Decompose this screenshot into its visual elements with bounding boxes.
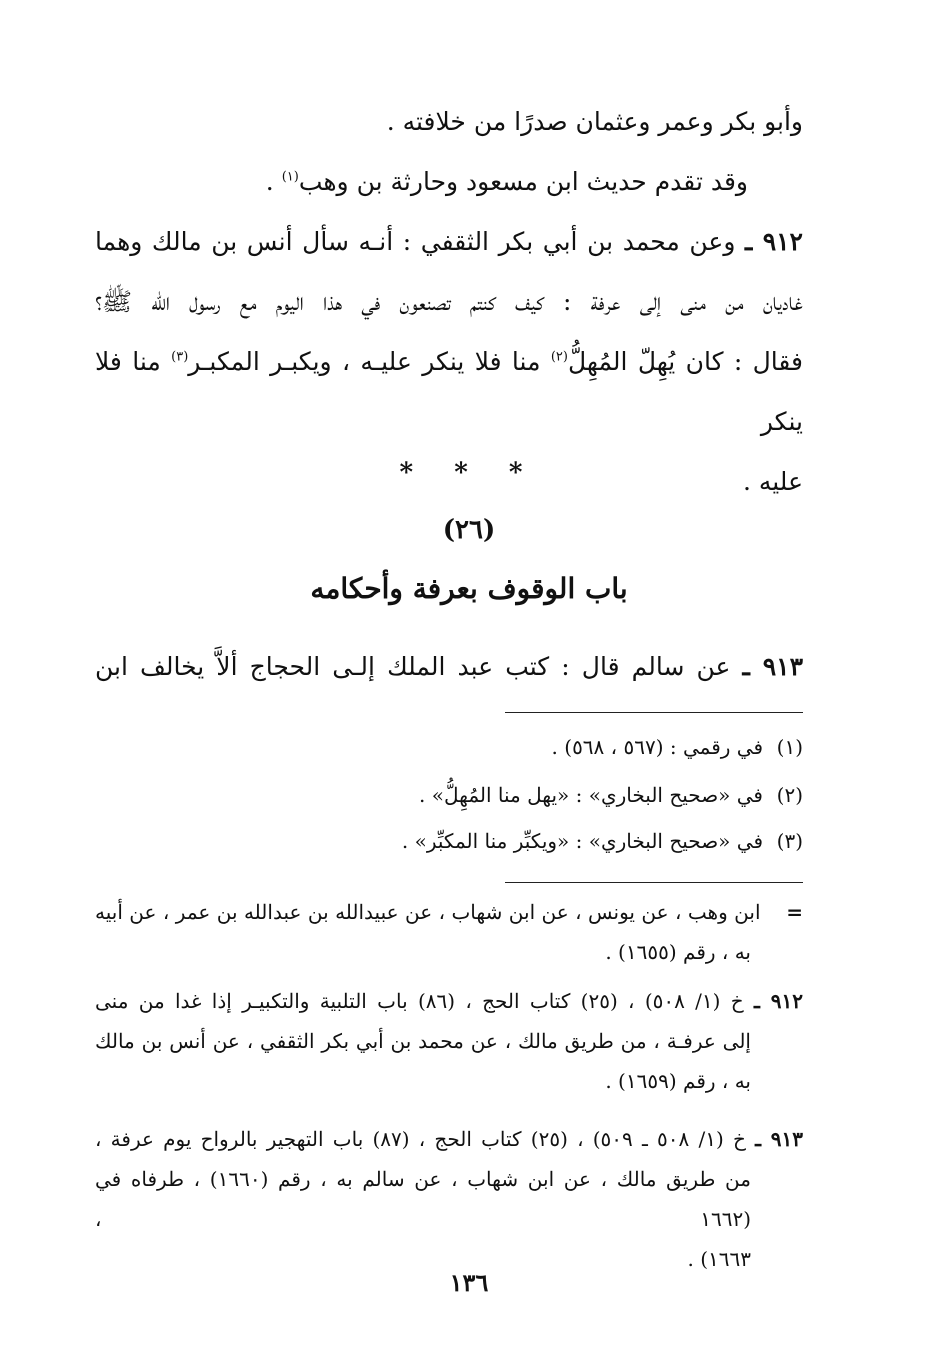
hadith-912-line-2: [95, 272, 803, 332]
note-number: ٩١٣ ـ: [755, 1127, 803, 1151]
para2-text: وقد تقدم حديث ابن مسعود وحارثة بن وهب: [298, 167, 748, 196]
notes-divider: [505, 882, 803, 883]
note-text: خ (١/ ٥٠٨ ـ ٥٠٩) ، (٢٥) كتاب الحج ، (٨٧) باب التهجير بالرواح يوم عرفة ،: [95, 1127, 756, 1151]
footnote-number: (١): [776, 735, 803, 759]
footnote-ref-1: (١): [281, 169, 299, 185]
footnote-1: [95, 732, 803, 762]
takhrij-913: [95, 1119, 803, 1279]
footnote-2: [95, 780, 803, 810]
chapter-number: (٢٦): [442, 515, 496, 545]
footnote-text: في رقمي : (٥٦٧ ، ٥٦٨) .: [551, 735, 763, 759]
hadith-number: ٩١٢ ـ: [745, 227, 803, 256]
hadith-912-text-4: عليه .: [742, 467, 803, 496]
note-line: [95, 1061, 803, 1101]
note-text: ابن وهب ، عن يونس ، عن ابن شهاب ، عن عبيدالله بن عبدالله بن عمر ، عن أبيه: [95, 900, 761, 924]
body-paragraph-2: [95, 152, 748, 212]
note-line: [95, 1159, 803, 1239]
note-text: به ، رقم (١٦٥٥) .: [605, 940, 751, 964]
note-line: [95, 981, 803, 1021]
note-number: ٩١٢ ـ: [753, 989, 803, 1013]
footnote-3: [95, 826, 803, 856]
footnote-divider: [505, 712, 803, 713]
hadith-912-text-3a: فقال : كان يُهِلّ المُهِلُّ: [567, 347, 803, 376]
footnote-number: (٢): [776, 783, 803, 807]
section-separator: * * *: [399, 458, 539, 488]
hadith-912-line-3: [95, 332, 803, 452]
hadith-912-text-3b: منا فلا ينكر عليـه ، ويكبـر المكبـر: [188, 347, 551, 376]
footnote-ref-2: (٢): [550, 349, 568, 365]
body-paragraph-1: [95, 92, 803, 152]
continuation-mark: =: [786, 900, 803, 924]
footnote-text: في «صحيح البخاري» : «ويكبِّر منا المكبِّر» .: [401, 829, 763, 853]
note-text: ١٦٦٣) .: [687, 1247, 751, 1271]
hadith-913-text: عن سالم قال : كتب عبد الملك إلـى الحجاج ألاَّ يخالف ابن: [95, 652, 743, 681]
takhrij-continuation: [95, 892, 803, 972]
hadith-912-line-1: [95, 212, 803, 272]
note-line: [95, 1119, 803, 1159]
hadith-912-text-1: وعن محمد بن أبي بكر الثقفي : أنـه سأل أنس بن مالك وهما: [95, 227, 746, 256]
page-number: ١٣٦: [449, 1268, 489, 1297]
hadith-912-text-2: غاديان من منى إلى عرفة : كيف كنتم تصنعون في هذا اليوم مع رسول الله ﷺ؟: [95, 287, 803, 316]
para1-text: وأبو بكر وعمر وعثمان صدرًا من خلافته .: [386, 107, 803, 136]
note-text: إلى عرفـة ، من طريق مالك ، عن محمد بن أبي بكر الثقفي ، عن أنس بن مالك: [95, 1029, 751, 1053]
footnote-text: في «صحيح البخاري» : «يهل منا المُهِلُّ» .: [419, 783, 763, 807]
para2-end: .: [265, 167, 282, 196]
hadith-913: [95, 637, 803, 697]
hadith-912-text-3c: منا فلا ينكر: [95, 347, 803, 436]
takhrij-912: [95, 981, 803, 1101]
footnote-ref-3: (٣): [171, 349, 189, 365]
note-line: [95, 1021, 803, 1061]
note-text: من طريق مالك ، عن ابن شهاب ، عن سالم به ، رقم (١٦٦٠) ، طرفاه في (١٦٦٢ ،: [95, 1167, 751, 1231]
note-line: [95, 932, 803, 972]
chapter-title: باب الوقوف بعرفة وأحكامه: [310, 572, 628, 605]
hadith-number: ٩١٣ ـ: [742, 652, 804, 681]
note-line: [95, 892, 803, 932]
note-text: به ، رقم (١٦٥٩) .: [605, 1069, 751, 1093]
footnote-number: (٣): [776, 829, 803, 853]
note-text: خ (١/ ٥٠٨) ، (٢٥) كتاب الحج ، (٨٦) باب التلبية والتكبيـر إذا غدا من منى: [95, 989, 754, 1013]
